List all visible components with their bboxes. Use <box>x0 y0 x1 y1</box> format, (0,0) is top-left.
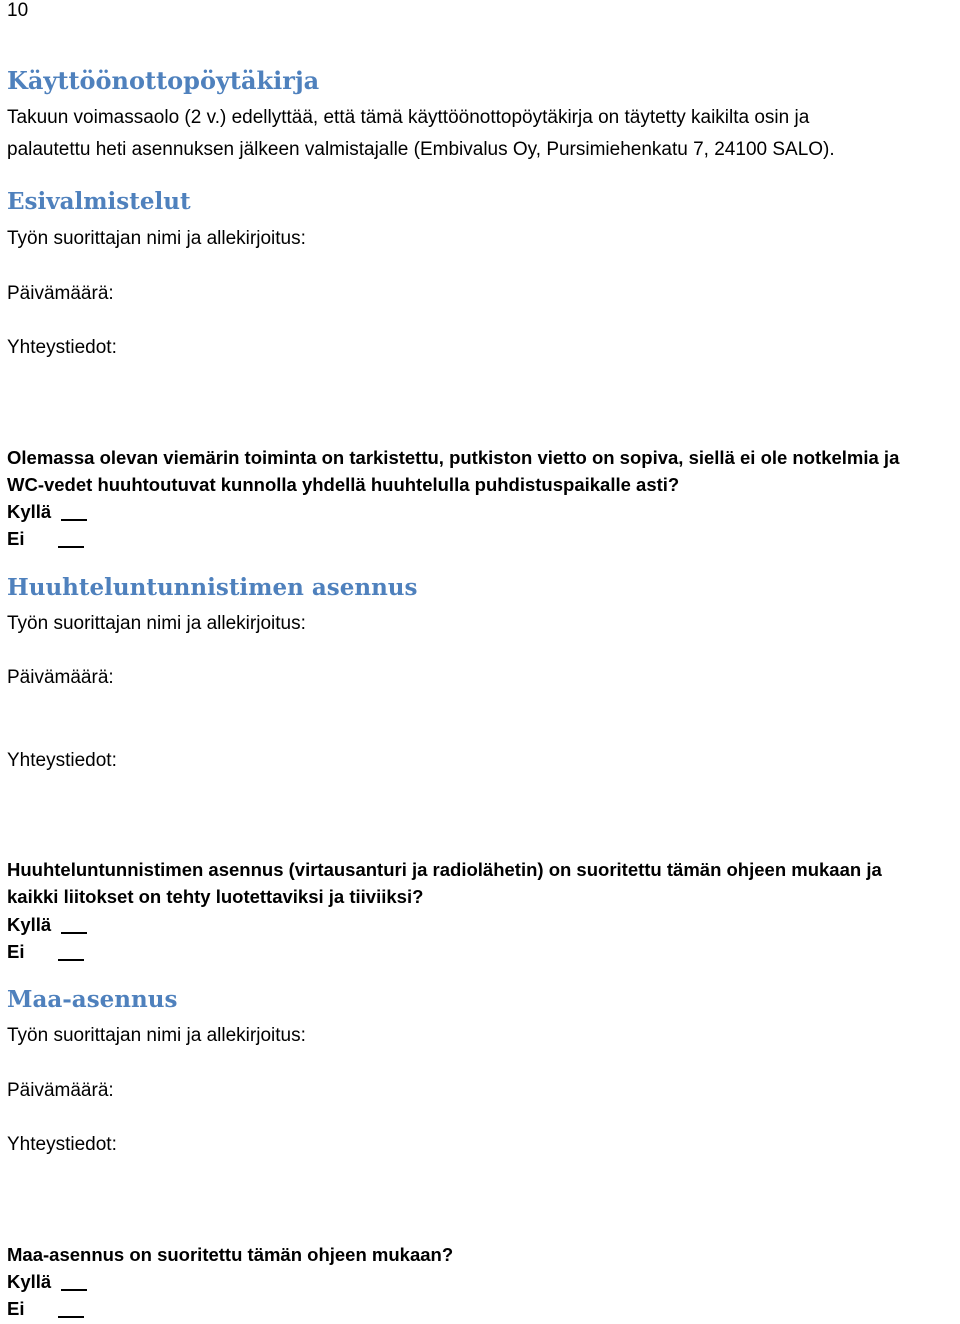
yes-option[interactable] <box>7 914 87 936</box>
yes-label: Kyllä <box>7 501 52 522</box>
yes-option[interactable] <box>7 501 87 523</box>
question-text-line-2: kaikki liitokset on tehty luotettaviksi ja tiiviiksi? <box>7 886 424 907</box>
yes-checkbox-blank[interactable] <box>61 519 87 521</box>
no-option[interactable] <box>7 528 84 550</box>
yes-label: Kyllä <box>7 914 52 935</box>
intro-text-line-2: palautettu heti asennuksen jälkeen valmistajalle (Embivalus Oy, Pursimiehenkatu 7, 24100 SALO). <box>7 139 835 160</box>
yes-option[interactable] <box>7 1271 87 1293</box>
question-text-line-1: Olemassa olevan viemärin toiminta on tarkistettu, putkiston vietto on sopiva, siellä ei ole notkelmia ja <box>7 447 900 468</box>
section-heading-maa-asennus: Maa-asennus <box>7 986 178 1013</box>
no-label: Ei <box>7 941 25 962</box>
no-label: Ei <box>7 1298 25 1319</box>
signature-label: Työn suorittajan nimi ja allekirjoitus: <box>7 228 306 249</box>
no-checkbox-blank[interactable] <box>58 1316 84 1318</box>
no-checkbox-blank[interactable] <box>58 959 84 961</box>
question-text-line-1: Huuhteluntunnistimen asennus (virtausanturi ja radiolähetin) on suoritettu tämän ohjeen mukaan ja <box>7 859 882 880</box>
question-text-line-2: WC-vedet huuhtoutuvat kunnolla yhdellä huuhtelulla puhdistuspaikalle asti? <box>7 474 680 495</box>
signature-label: Työn suorittajan nimi ja allekirjoitus: <box>7 1025 306 1046</box>
date-label: Päivämäärä: <box>7 667 114 688</box>
date-label: Päivämäärä: <box>7 1080 114 1101</box>
contact-label: Yhteystiedot: <box>7 1134 117 1155</box>
section-heading-esivalmistelut: Esivalmistelut <box>7 188 191 215</box>
contact-label: Yhteystiedot: <box>7 750 117 771</box>
section-heading-huuhteluntunnistimen-asennus: Huuhteluntunnistimen asennus <box>7 574 418 601</box>
no-option[interactable] <box>7 941 84 963</box>
page-title: Käyttöönottopöytäkirja <box>7 66 320 95</box>
contact-label: Yhteystiedot: <box>7 337 117 358</box>
no-checkbox-blank[interactable] <box>58 546 84 548</box>
intro-text-line-1: Takuun voimassaolo (2 v.) edellyttää, että tämä käyttöönottopöytäkirja on täytetty kaikilta osin ja <box>7 107 810 128</box>
yes-checkbox-blank[interactable] <box>61 1289 87 1291</box>
question-text-line-1: Maa-asennus on suoritettu tämän ohjeen mukaan? <box>7 1244 454 1265</box>
page-number: 10 <box>7 0 29 21</box>
signature-label: Työn suorittajan nimi ja allekirjoitus: <box>7 613 306 634</box>
date-label: Päivämäärä: <box>7 283 114 304</box>
yes-checkbox-blank[interactable] <box>61 932 87 934</box>
yes-label: Kyllä <box>7 1271 52 1292</box>
no-label: Ei <box>7 528 25 549</box>
no-option[interactable] <box>7 1298 84 1320</box>
